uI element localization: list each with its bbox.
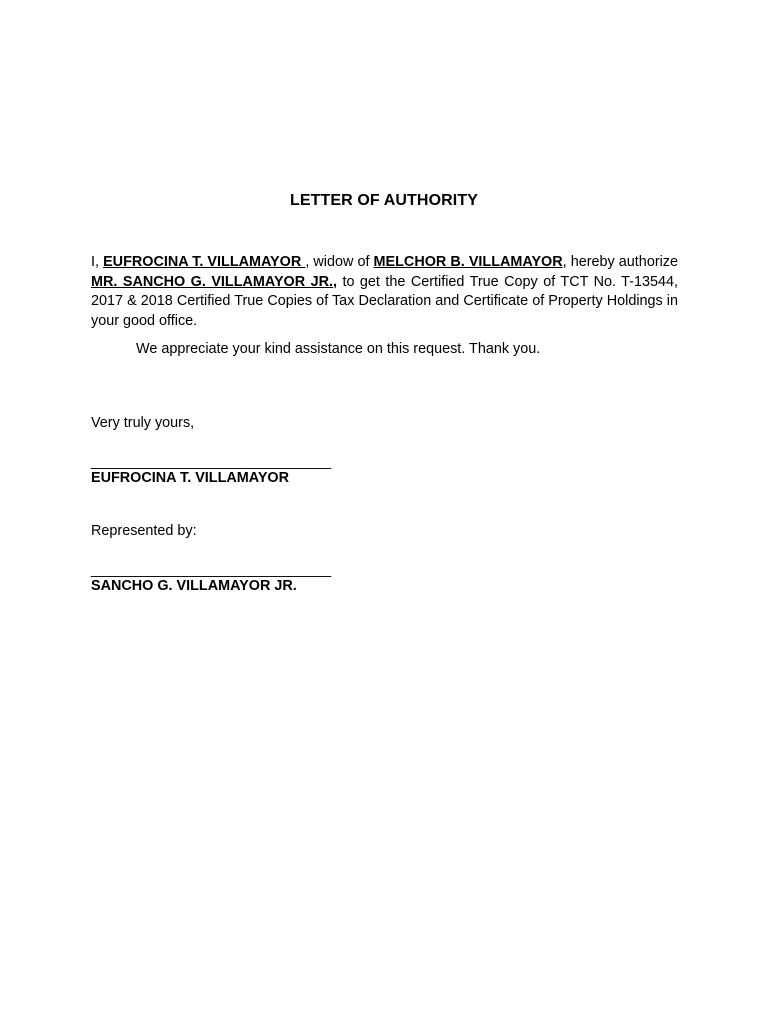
- representative-name-inline: MR. SANCHO G. VILLAMAYOR JR.,: [91, 273, 337, 290]
- authorization-paragraph: [91, 253, 678, 331]
- signatory-name: EUFROCINA T. VILLAMAYOR: [91, 470, 290, 486]
- signature-line-grantor: ______________________________: [91, 454, 332, 470]
- representative-signatory-name: SANCHO G. VILLAMAYOR JR.: [91, 578, 297, 594]
- letter-title: LETTER OF AUTHORITY: [290, 192, 478, 209]
- paragraph-text-rest: to get the Certified True Copy of TCT No. T-13544, 2017 & 2018 Certified True Copies of Tax Declaration and Certificate of Property Holdings in your good office.: [91, 273, 678, 329]
- paragraph-text-authorize: , hereby authorize: [562, 254, 679, 270]
- thanks-paragraph: We appreciate your kind assistance on this request. Thank you.: [136, 341, 541, 357]
- represented-by-label: Represented by:: [91, 523, 197, 539]
- paragraph-text-widow: , widow of: [305, 254, 374, 270]
- deceased-name: MELCHOR B. VILLAMAYOR: [373, 254, 563, 270]
- signature-line-representative: ______________________________: [91, 562, 332, 578]
- grantor-name: EUFROCINA T. VILLAMAYOR: [103, 254, 306, 270]
- paragraph-prefix: I,: [91, 254, 104, 270]
- closing-line: Very truly yours,: [91, 415, 195, 431]
